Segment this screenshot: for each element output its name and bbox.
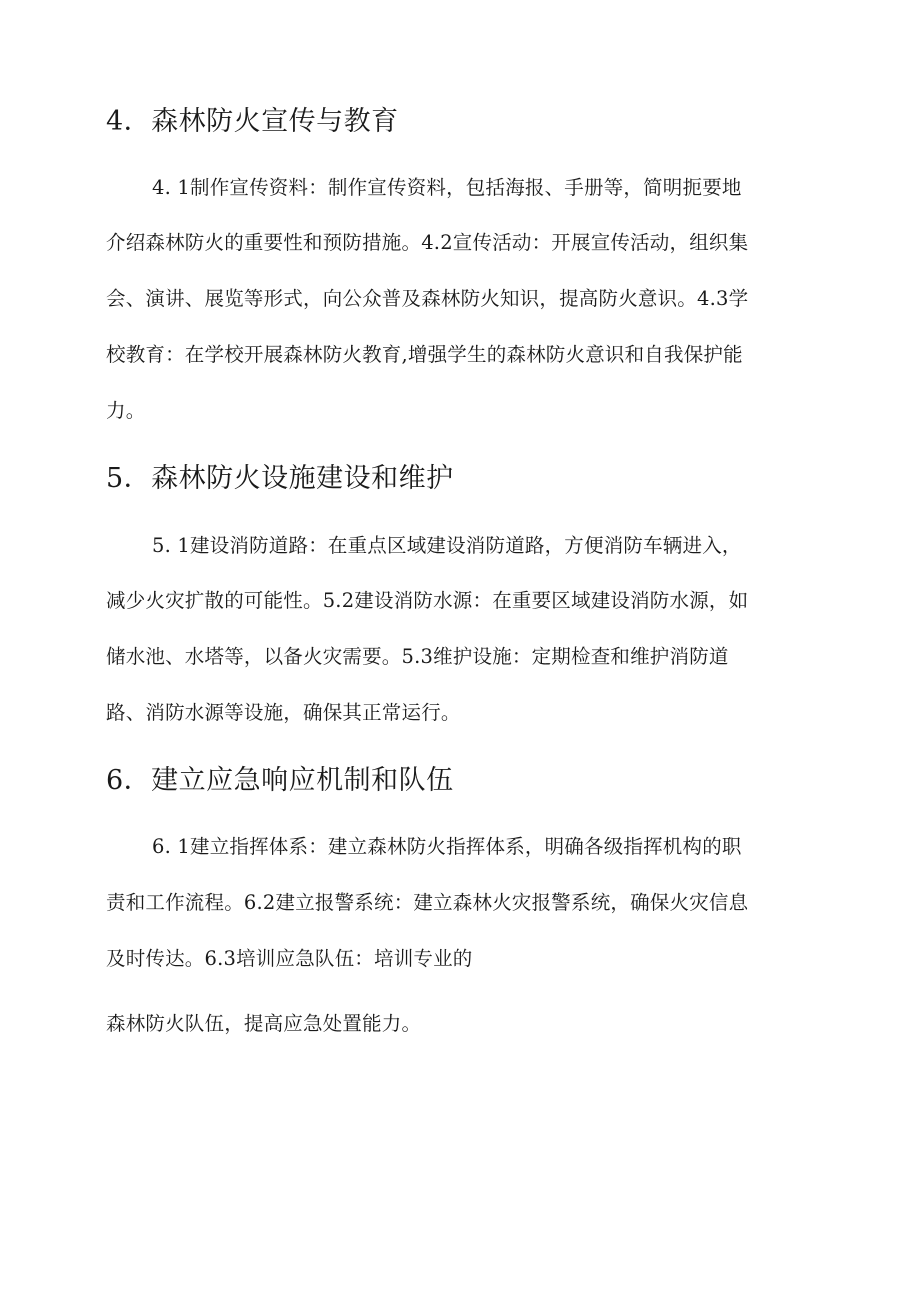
section-5-line-2: 减少火灾扩散的可能性。5.2建设消防水源：在重要区域建设消防水源，如 bbox=[106, 589, 749, 612]
section-6-line-4: 森林防火队伍，提高应急处置能力。 bbox=[106, 1012, 422, 1035]
section-4-line-2: 介绍森林防火的重要性和预防措施。4.2宣传活动：开展宣传活动，组织集 bbox=[106, 231, 749, 254]
section-5-line-1: 5. 1建设消防道路：在重点区域建设消防道路，方便消防车辆进入， bbox=[152, 534, 742, 557]
section-heading-5: 5．森林防火设施建设和维护 bbox=[106, 463, 454, 494]
section-heading-6: 6．建立应急响应机制和队伍 bbox=[106, 765, 454, 796]
section-4-line-5: 力。 bbox=[106, 399, 146, 422]
section-6-line-1: 6. 1建立指挥体系：建立森林防火指挥体系，明确各级指挥机构的职 bbox=[152, 835, 742, 858]
section-4-line-4: 校教育：在学校开展森林防火教育,增强学生的森林防火意识和自我保护能 bbox=[106, 343, 743, 366]
section-6-line-3: 及时传达。6.3培训应急队伍：培训专业的 bbox=[106, 947, 473, 970]
section-4-line-3: 会、演讲、展览等形式，向公众普及森林防火知识，提高防火意识。4.3学 bbox=[106, 287, 749, 310]
section-4-line-1: 4. 1制作宣传资料：制作宣传资料，包括海报、手册等，简明扼要地 bbox=[152, 176, 742, 199]
section-heading-4: 4．森林防火宣传与教育 bbox=[106, 106, 399, 137]
section-5-line-4: 路、消防水源等设施，确保其正常运行。 bbox=[106, 701, 461, 724]
section-5-line-3: 储水池、水塔等，以备火灾需要。5.3维护设施：定期检查和维护消防道 bbox=[106, 645, 729, 668]
section-6-line-2: 责和工作流程。6.2建立报警系统：建立森林火灾报警系统，确保火灾信息 bbox=[106, 891, 749, 914]
